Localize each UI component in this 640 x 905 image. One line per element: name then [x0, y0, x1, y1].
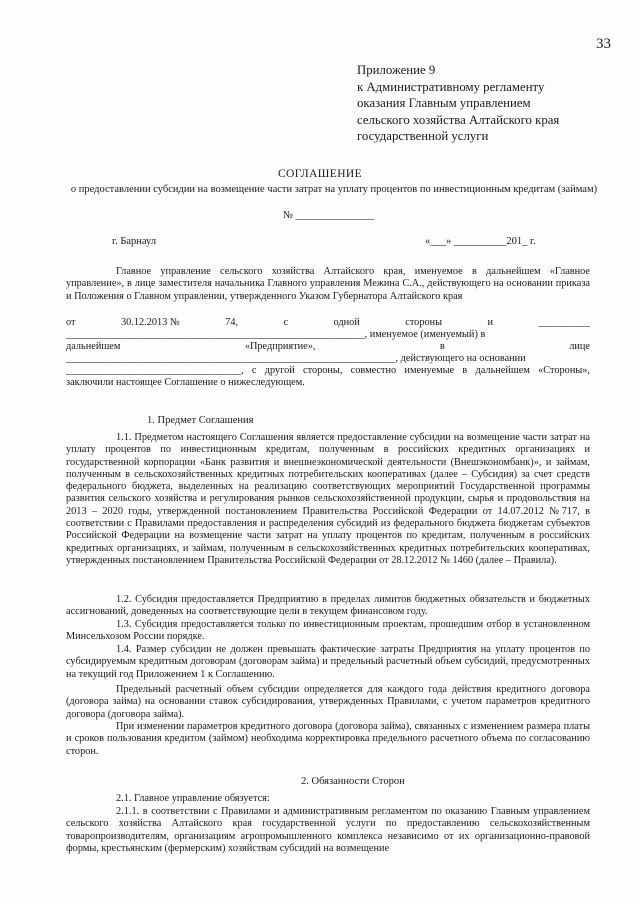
document-title: СОГЛАШЕНИЕ	[277, 168, 363, 180]
intro-word: и	[487, 317, 494, 328]
clause-paragraph: 2.1.1. в соответствии с Правилами и административным регламентом по оказанию Главным управлением сельского хозяйства Алтайского края государственной услуги по предоставлению сельскохозяйственным товаропроизводителям, организациям агропромышленного комплекса независимо от их организационно-правовой формы, крестьянским (фермерским) хозяйствам субсидий на возмещение	[66, 806, 590, 854]
intro-line: __________________________________________________________, именуемое (именуемый) в	[66, 329, 486, 340]
intro-paragraph: __________________________________, с другой стороны, совместно именуемые в дальнейшем «Стороны», заключили настоящее Соглашение о нижеследующем.	[66, 365, 590, 389]
intro-word: с	[283, 317, 289, 328]
section-heading: 2. Обязанности Сторон	[301, 776, 405, 787]
intro-word: 30.12.2013 №	[120, 317, 180, 328]
appendix-line: оказания Главным управлением	[357, 96, 531, 110]
intro-word: 74,	[225, 317, 239, 328]
clause-paragraph: 1.4. Размер субсидии не должен превышать фактические затраты Предприятия на уплату процентов по субсидируемым кредитным договорам (договорам займа) и предельный расчетный объем субсидий, предусмотренных на текущий год Приложением 1 к Соглашению.	[66, 644, 590, 680]
intro-word: лице	[569, 341, 590, 352]
agreement-number: № _______________	[283, 210, 375, 221]
clause-paragraph: Предельный расчетный объем субсидии определяется для каждого года действия кредитного договора (договора займа) на основании ставок субсидирования, утвержденных Правилами, с учетом параметров кредитного договора (договора займа).	[66, 684, 590, 720]
intro-row	[66, 317, 590, 329]
city: г. Барнаул	[112, 236, 157, 247]
clause-paragraph: При изменении параметров кредитного договора (договора займа), связанных с изменением размера платы и сроков пользования кредитом (займом) необходима корректировка предельного расчетного объема по согласованию сторон.	[66, 721, 590, 757]
date-line: «___» __________201_ г.	[425, 236, 536, 247]
clause-paragraph: 1.1. Предметом настоящего Соглашения является предоставление субсидии на возмещение части затрат на уплату процентов по инвестиционным кредитам, полученным в российских кредитных организациях и государственной корпорации «Банк развития и внешнеэкономической деятельности (Внешэкономбанк)», и займам, полученным в сельскохозяйственных кредитных потребительских кооперативах (далее – Субсидия) за счет средств федерального бюджета, выделенных на реализацию соответствующих мероприятий Государственной программы развития сельского хозяйства и регулирования рынков сельскохозяйственной продукции, сырья и продовольствия на 2013 – 2020 годы, утвержденной постановлением Правительства Российской Федерации от 14.07.2012 №717, в соответствии с Правилами предоставления и распределения субсидий из федерального бюджета бюджетам субъектов Российской Федерации на возмещение части затрат на уплату процентов по кредитам, полученным в российских кредитных организациях, и займам, полученным в сельскохозяйственных кредитных потребительских кооперативах, утвержденных постановлением Правительства Российской Федерации от 28.12.2012 № 1460 (далее – Правила).	[66, 432, 590, 566]
clause-paragraph: 1.2. Субсидия предоставляется Предприятию в пределах лимитов бюджетных обязательств и бюджетных ассигнований, доведенных на соответствующие цели в текущем финансовом году.	[66, 594, 590, 618]
intro-word: «Предприятие»,	[244, 341, 316, 352]
intro-paragraph: Главное управление сельского хозяйства Алтайского края, именуемое в дальнейшем «Главное управление», в лице заместителя начальника Главного управления Межина С.А., действующего на основании приказа и Положения о Главном управлении, утвержденного Указом Губернатора Алтайского края	[66, 266, 590, 302]
intro-word: одной	[333, 317, 360, 328]
page-number: 33	[596, 36, 611, 52]
clause-paragraph: 1.3. Субсидия предоставляется только по инвестиционным проектам, прошедшим отбор в установленном Минсельхозом России порядке.	[66, 619, 590, 643]
clause-paragraph: 2.1. Главное управление обязуется:	[116, 793, 270, 804]
appendix-line: Приложение 9	[357, 63, 436, 77]
appendix-line: к Административному регламенту	[357, 79, 545, 94]
appendix-line: государственной услуги	[357, 129, 489, 143]
intro-line: ________________________________________________________________, действующего на основании	[66, 353, 526, 364]
document-subtitle: о предоставлении субсидии на возмещение части затрат на уплату процентов по инвестиционным кредитам (займам)	[70, 184, 598, 195]
intro-word: от	[66, 317, 76, 328]
appendix-line: сельского хозяйства Алтайского края	[357, 112, 560, 127]
appendix-block	[357, 62, 559, 145]
intro-row	[66, 341, 590, 353]
intro-word: __________	[538, 317, 590, 328]
intro-word: в	[439, 341, 445, 352]
intro-word: стороны	[405, 317, 443, 328]
section-heading: 1. Предмет Соглашения	[147, 415, 254, 426]
intro-word: дальнейшем	[66, 341, 121, 352]
